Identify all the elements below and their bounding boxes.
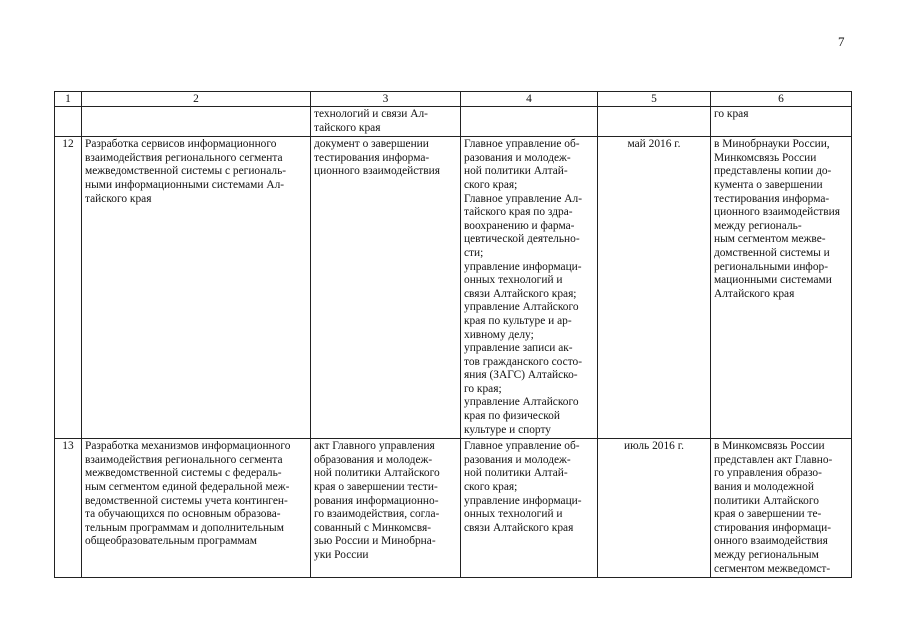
text-line: ционного взаимодействия <box>314 165 441 178</box>
page-number: 7 <box>838 34 845 49</box>
text-line: Главное управление об- <box>464 440 580 453</box>
report-cell <box>711 439 852 578</box>
text-line: го края <box>714 108 749 120</box>
text-line: рования информационно- <box>314 494 439 507</box>
result-cell <box>311 107 461 137</box>
report-cell <box>711 137 852 439</box>
text-line: ведомственной системы учета континген- <box>85 494 288 507</box>
num-cell <box>55 107 82 137</box>
header-cell: 2 <box>82 92 311 107</box>
text-line: взаимодействия регионального сегмента <box>85 453 283 466</box>
text-line: тайского края по здра- <box>464 206 573 219</box>
text-line: тайского края <box>314 121 381 134</box>
text-line: хивному делу; <box>464 328 534 341</box>
text-line: воохранению и фарма- <box>464 219 575 232</box>
text-line: управление Алтайского <box>464 396 579 409</box>
result-cell <box>311 439 461 578</box>
text-line: го края; <box>464 382 502 395</box>
text-line: представлен акт Главно- <box>714 453 833 466</box>
text-line: го взаимодействия, согла- <box>314 508 440 521</box>
text-line: общеобразовательным программам <box>85 535 257 548</box>
responsible-cell <box>461 137 598 439</box>
date-cell <box>598 107 711 137</box>
text-line: управление информаци- <box>464 260 582 273</box>
date-cell: май 2016 г. <box>598 137 711 439</box>
text-line: в Минобрнауки России, <box>714 138 830 151</box>
text-line: сти; <box>464 246 484 259</box>
text-line: зью России и Минобрна- <box>314 535 436 548</box>
header-cell: 4 <box>461 92 598 107</box>
text-line: ным сегментом единой федеральной меж- <box>85 481 290 494</box>
text-line: управление записи ак- <box>464 342 573 355</box>
plan-table <box>54 91 852 578</box>
text-line: образования и молодеж- <box>314 453 433 466</box>
text-line: ского края; <box>464 481 518 494</box>
date-cell: июль 2016 г. <box>598 439 711 578</box>
table-header-row <box>55 92 852 107</box>
text-line: тельным программам и дополнительным <box>85 521 284 534</box>
text-line: разования и молодеж- <box>464 453 571 466</box>
text-line: края о завершении те- <box>714 508 822 521</box>
text-line: разования и молодеж- <box>464 151 571 164</box>
task-cell <box>82 439 311 578</box>
text-line: технологий и связи Ал- <box>314 108 428 120</box>
responsible-cell <box>461 439 598 578</box>
text-line: края по физической <box>464 410 560 423</box>
text-line: вания и молодежной <box>714 481 814 494</box>
table-row <box>55 439 852 578</box>
task-cell <box>82 137 311 439</box>
row-number: 13 <box>55 439 82 578</box>
text-line: между региональ- <box>714 219 802 232</box>
text-line: межведомственной системы с федераль- <box>85 467 282 480</box>
header-cell: 1 <box>55 92 82 107</box>
text-line: сегментом межведомст- <box>714 562 831 575</box>
report-cell <box>711 107 852 137</box>
result-cell <box>311 137 461 439</box>
text-line: онного взаимодействия <box>714 535 828 548</box>
text-line: домственной системы и <box>714 246 830 259</box>
text-line: онных технологий и <box>464 274 563 287</box>
text-line: тайского края <box>85 192 152 205</box>
text-line: представлены копии до- <box>714 165 832 178</box>
text-line: ной политики Алтай- <box>464 165 568 178</box>
text-line: взаимодействия регионального сегмента <box>85 151 283 164</box>
text-line: края по культуре и ар- <box>464 314 572 327</box>
text-line: политики Алтайского <box>714 494 819 507</box>
text-line: ционного взаимодействия <box>714 206 841 219</box>
row-number: 12 <box>55 137 82 439</box>
text-line: ной политики Алтайского <box>314 467 440 480</box>
table-row-continuation <box>55 107 852 137</box>
text-line: Алтайского края <box>714 287 795 300</box>
text-line: сованный с Минкомсвя- <box>314 521 432 534</box>
text-line: го управления образо- <box>714 467 822 480</box>
text-line: Минкомсвязь России <box>714 151 817 164</box>
text-line: цевтической деятельно- <box>464 233 580 246</box>
text-line: ского края; <box>464 178 518 191</box>
text-line: Разработка механизмов информационного <box>85 440 291 453</box>
text-line: документ о завершении <box>314 138 429 151</box>
text-line: стирования информаци- <box>714 521 832 534</box>
text-line: культуре и спорту <box>464 423 551 436</box>
text-line: ной политики Алтай- <box>464 467 568 480</box>
header-cell: 5 <box>598 92 711 107</box>
text-line: Главное управление Ал- <box>464 192 582 205</box>
text-line: та обучающихся по основным образова- <box>85 508 281 521</box>
text-line: кумента о завершении <box>714 178 823 191</box>
text-line: тов гражданского состо- <box>464 355 583 368</box>
text-line: тестирования информа- <box>714 192 830 205</box>
text-line: региональными инфор- <box>714 260 829 273</box>
text-line: уки России <box>314 549 369 561</box>
text-line: Разработка сервисов информационного <box>85 138 277 151</box>
text-line: связи Алтайского края <box>464 521 574 534</box>
text-line: в Минкомсвязь России <box>714 440 825 453</box>
text-line: межведомственной системы с региональ- <box>85 165 287 178</box>
table-row <box>55 137 852 439</box>
header-cell: 3 <box>311 92 461 107</box>
text-line: онных технологий и <box>464 508 563 521</box>
header-cell: 6 <box>711 92 852 107</box>
text-line: управление информаци- <box>464 494 582 507</box>
text-line: ным сегментом межве- <box>714 233 826 246</box>
text-line: связи Алтайского края; <box>464 287 577 300</box>
text-line: мационными системами <box>714 274 832 287</box>
responsible-cell <box>461 107 598 137</box>
text-line: между региональным <box>714 549 819 561</box>
text-line: яния (ЗАГС) Алтайско- <box>464 369 578 382</box>
text-line: тестирования информа- <box>314 151 430 164</box>
text-line: края о завершении тести- <box>314 481 438 494</box>
text-line: ными информационными системами Ал- <box>85 178 285 191</box>
text-line: акт Главного управления <box>314 440 435 453</box>
task-cell <box>82 107 311 137</box>
text-line: Главное управление об- <box>464 138 580 151</box>
text-line: управление Алтайского <box>464 301 579 314</box>
